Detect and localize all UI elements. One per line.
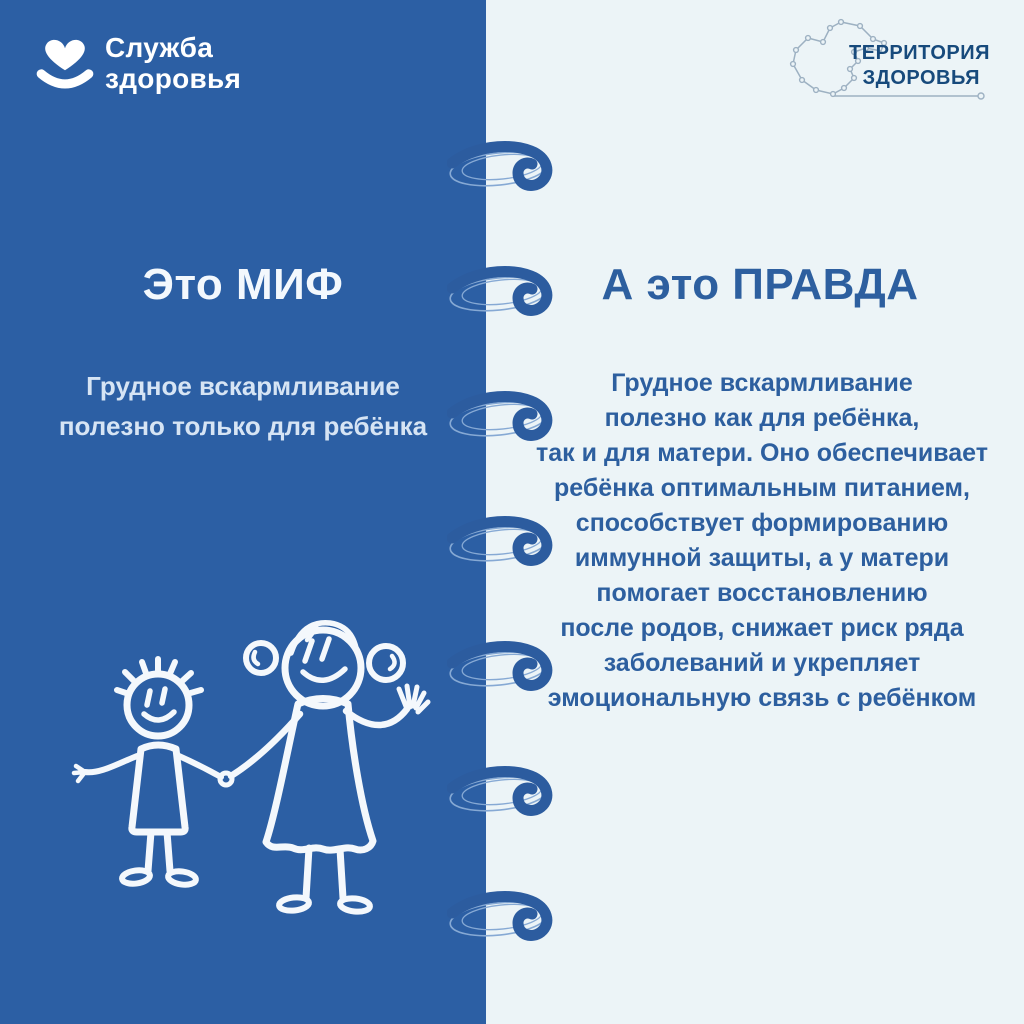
truth-heading: А это ПРАВДА [601,260,919,309]
truth-text-line: так и для матери. Оно обеспечивает [536,439,988,467]
truth-text-line: ребёнка оптимальным питанием, [554,474,970,502]
health-service-logo-line2: здоровья [105,63,242,94]
truth-text-line: способствует формированию [575,509,949,537]
truth-text-line: иммунной защиты, а у матери [574,544,950,572]
truth-text [510,366,1014,716]
myth-text-line: полезно только для ребёнка [58,411,428,441]
truth-text-line: Грудное вскармливание [611,369,913,397]
truth-text-line: после родов, снижает риск ряда [560,614,964,642]
truth-text-line: заболеваний и укрепляет [603,649,921,677]
truth-text-line: помогает восстановлению [596,579,928,607]
truth-text-line: полезно как для ребёнка, [604,404,920,432]
spiral-ring-icon [447,762,565,824]
spiral-ring-icon [447,137,565,199]
myth-heading: Это МИФ [142,260,344,309]
territory-logo-line2: ЗДОРОВЬЯ [862,67,980,89]
spiral-ring-icon [447,887,565,949]
truth-text-line: эмоциональную связь с ребёнком [547,684,977,712]
territory-logo-line1: ТЕРРИТОРИЯ [849,42,990,64]
myth-text [0,366,486,446]
health-service-logo-line1: Служба [105,32,214,63]
heart-smile-icon [33,30,97,94]
health-service-logo [33,28,363,100]
mother-and-child-doodle-icon [55,578,455,923]
territory-health-logo [778,14,996,110]
myth-text-line: Грудное вскармливание [86,371,400,401]
